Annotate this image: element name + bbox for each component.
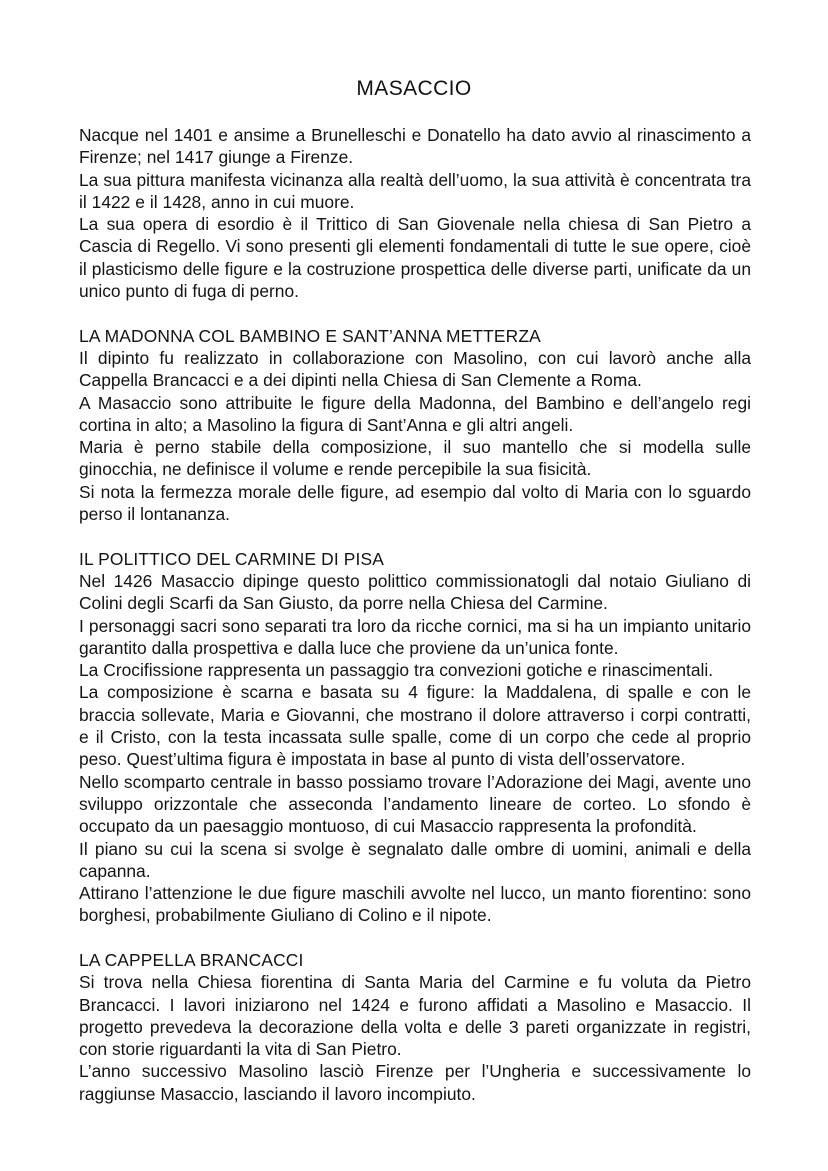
paragraph: La Crocifissione rappresenta un passaggio tra convezioni gotiche e rinascimentali.: [79, 660, 714, 681]
paragraph: A Masaccio sono attribuite le figure della Madonna, del Bambino e dell’angelo regi cortina in alto; a Masolino la figura di Sant’Anna e gli altri angeli.: [79, 392, 751, 435]
section-heading: LA MADONNA COL BAMBINO E SANT’ANNA METTERZA: [79, 325, 541, 346]
paragraph: Si nota la fermezza morale delle figure, ad esempio dal volto di Maria con lo sguardo perso il lontananza.: [79, 481, 751, 525]
paragraph: L’anno successivo Masolino lasciò Firenze per l’Ungheria e successivamente lo raggiunse Masaccio, lasciando il lavoro incompiuto.: [79, 1061, 751, 1104]
paragraph: Nacque nel 1401 e ansime a Brunelleschi e Donatello ha dato avvio al rinascimento a Firenze; nel 1417 giunge a Firenze.: [79, 125, 751, 168]
section-gap: [79, 525, 751, 547]
section-heading: LA CAPPELLA BRANCACCI: [79, 949, 304, 970]
section-heading: IL POLITTICO DEL CARMINE DI PISA: [79, 548, 385, 569]
paragraph: Attirano l’attenzione le due figure maschili avvolte nel lucco, un manto fiorentino: sono borghesi, probabilmente Giuliano di Colino e il nipote.: [79, 883, 751, 926]
paragraph: La composizione è scarna e basata su 4 figure: la Maddalena, di spalle e con le braccia sollevate, Maria e Giovanni, che mostrano il dolore attraverso i corpi contratti, e il Cristo, con la testa incassata sulle spalle, come di un corpo che cede al proprio peso. Quest’ultima figura è impostata in base al punto di vista dell’osservatore.: [79, 682, 751, 770]
paragraph: La sua opera di esordio è il Trittico di San Giovenale nella chiesa di San Pietro a Cascia di Regello. Vi sono presenti gli elementi fondamentali di tutte le sue opere, cioè il plasticismo delle figure e la costruzione prospettica delle diverse parti, unificate da un unico punto di fuga di perno.: [79, 214, 751, 302]
paragraph: La sua pittura manifesta vicinanza alla realtà dell’uomo, la sua attività è concentrata tra il 1422 e il 1428, anno in cui muore.: [79, 169, 751, 212]
document-body: [79, 124, 751, 1105]
paragraph: Il piano su cui la scena si svolge è segnalato dalle ombre di uomini, animali e della capanna.: [79, 838, 751, 881]
paragraph: I personaggi sacri sono separati tra loro da ricche cornici, ma si ha un impianto unitario garantito dalla prospettiva e dalla luce che proviene da un’unica fonte.: [79, 615, 751, 658]
paragraph: Si trova nella Chiesa fiorentina di Santa Maria del Carmine e fu voluta da Pietro Brancacci. I lavori iniziarono nel 1424 e furono affidati a Masolino e Masaccio. Il progetto prevedeva la decorazione della volta e delle 3 pareti organizzate in registri, con storie riguardanti la vita di San Pietro.: [79, 972, 751, 1060]
paragraph: Nel 1426 Masaccio dipinge questo polittico commissionatogli dal notaio Giuliano di Colini degli Scarfi da San Giusto, da porre nella Chiesa del Carmine.: [79, 570, 751, 614]
section-gap: [79, 927, 751, 949]
paragraph: Il dipinto fu realizzato in collaborazione con Masolino, con cui lavorò anche alla Cappella Brancacci e a dei dipinti nella Chiesa di San Clemente a Roma.: [79, 347, 751, 391]
paragraph: Maria è perno stabile della composizione, il suo mantello che si modella sulle ginocchia, ne definisce il volume e rende percepibile la sua fisicità.: [79, 437, 751, 480]
page-title: MASACCIO: [356, 77, 472, 100]
paragraph: Nello scomparto centrale in basso possiamo trovare l’Adorazione dei Magi, avente uno sviluppo orizzontale che asseconda l’andamento lineare de corteo. Lo sfondo è occupato da un paesaggio montuoso, di cui Masaccio rappresenta la profondità.: [79, 771, 751, 837]
section-gap: [79, 302, 751, 324]
